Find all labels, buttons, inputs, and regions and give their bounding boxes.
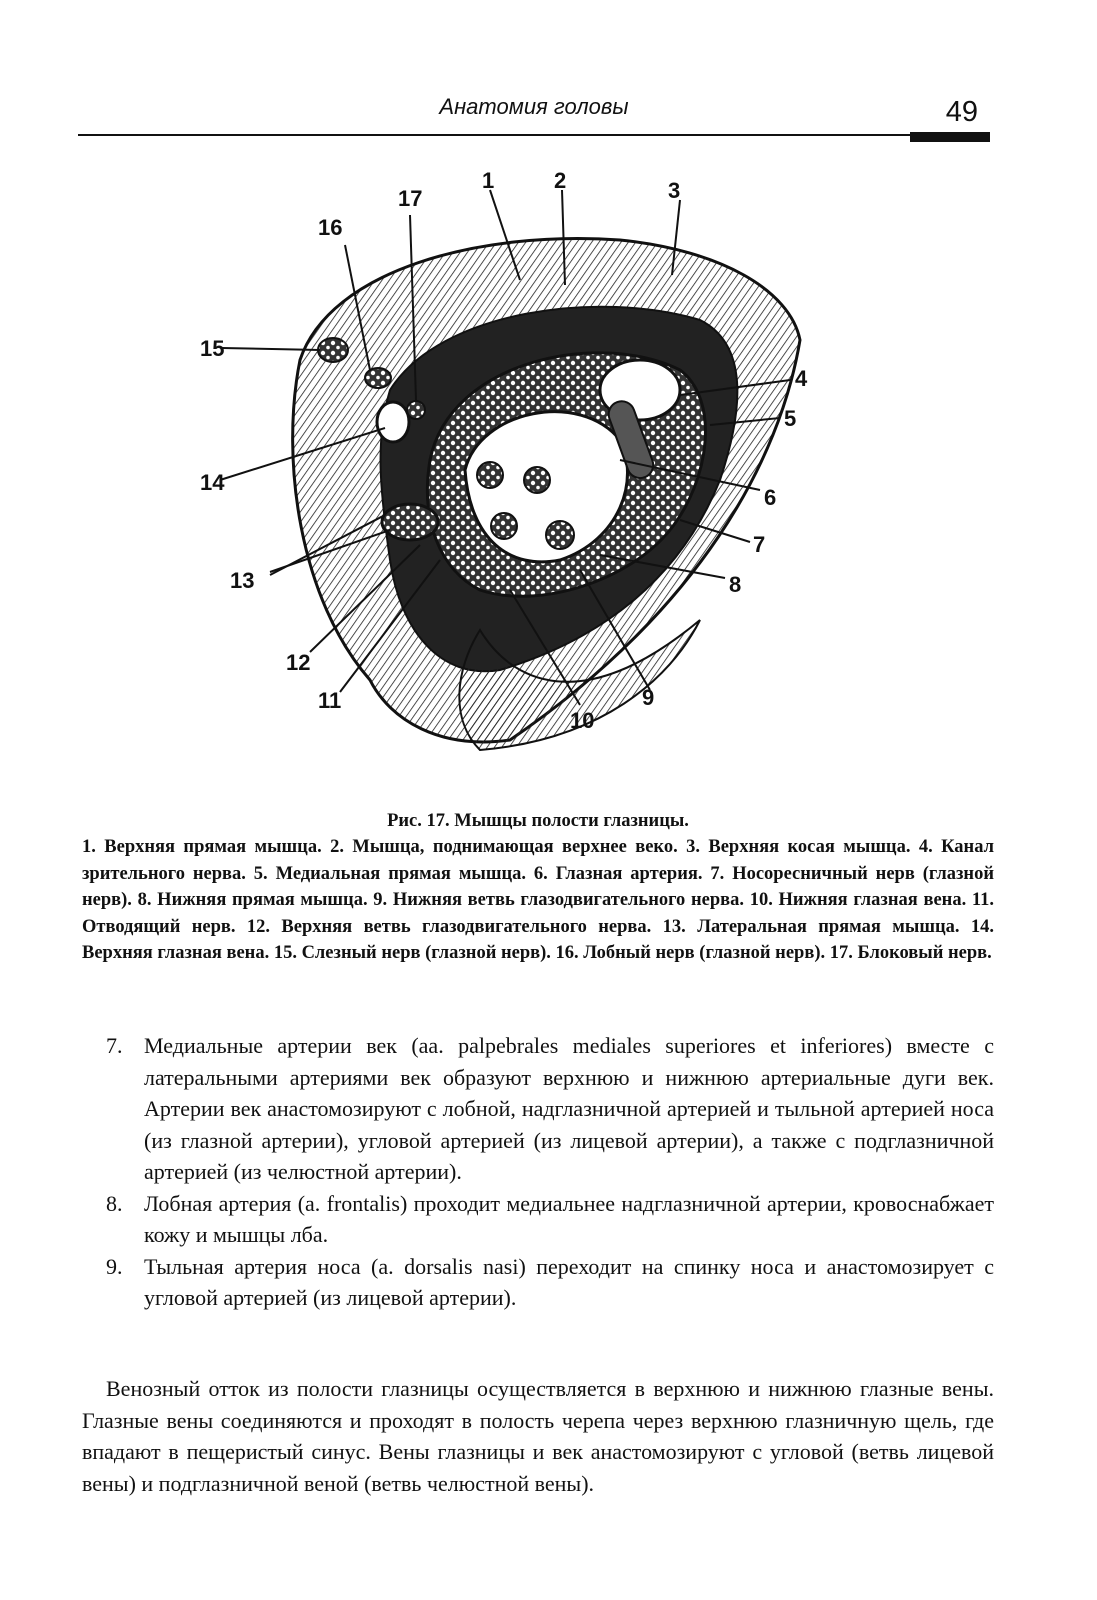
- list-item-text: Медиальные артерии век (aa. palpebrales mediales superiores et inferiores) вместе с латеральными артериями век образуют верхнюю и нижнюю артериальные дуги век. Артерии век анастомозируют с лобной, надглазничной артерией и тыльной артерией носа (из глазной артерии), угловой артерией (из лицевой артерии), а также с подглазничной артерией (из челюстной артерии).: [144, 1033, 994, 1184]
- list-item: [82, 1030, 994, 1188]
- label-1: 1: [482, 168, 495, 193]
- list-item: [82, 1188, 994, 1251]
- list-item-number: 9.: [106, 1253, 123, 1279]
- label-10: 10: [570, 708, 595, 733]
- label-7: 7: [753, 532, 766, 557]
- header-bar: [910, 132, 990, 142]
- label-16: 16: [318, 215, 343, 240]
- page-header: [78, 92, 990, 152]
- label-9: 9: [642, 685, 655, 710]
- nerve-section: [524, 467, 550, 493]
- label-12: 12: [286, 650, 311, 675]
- label-2: 2: [554, 168, 567, 193]
- trochlear-nerve: [407, 401, 425, 419]
- numbered-list: [82, 1030, 994, 1314]
- list-item-text: Лобная артерия (a. frontalis) проходит медиальнее надглазничной артерии, кровоснабжает кожу и мышцы лба.: [144, 1190, 994, 1247]
- label-15: 15: [200, 336, 225, 361]
- label-3: 3: [668, 178, 681, 203]
- label-8: 8: [729, 572, 742, 597]
- label-13: 13: [230, 568, 255, 593]
- list-item-text: Тыльная артерия носа (a. dorsalis nasi) переходит на спинку носа и анастомозирует с угловой артерией (из лицевой артерии).: [144, 1253, 994, 1310]
- body-paragraph: Венозный отток из полости глазницы осуществляется в верхнюю и нижнюю глазные вены. Глазные вены соединяются и проходят в полость черепа через верхнюю глазничную щель, где впадают в пещеристый синус. Вены глазницы и век анастомозируют с угловой (ветвь лицевой вены) и подглазничной веной (ветвь челюстной вены).: [82, 1376, 994, 1496]
- figure-caption: [82, 808, 994, 966]
- caption-text: 1. Верхняя прямая мышца. 2. Мышца, поднимающая верхнее веко. 3. Верхняя косая мышца. 4. Канал зрительного нерва. 5. Медиальная прямая мышца. 6. Глазная артерия. 7. Носоресничный нерв (глазной нерв). 8. Нижняя прямая мышца. 9. Нижняя ветвь глазодвигательного нерва. 10. Нижняя глазная вена. 11. Отводящий нерв. 12. Верхняя ветвь глазодвигательного нерва. 13. Латеральная прямая мышца. 14. Верхняя глазная вена. 15. Слезный нерв (глазной нерв). 16. Лобный нерв (глазной нерв). 17. Блоковый нерв.: [82, 837, 994, 964]
- nerve-section: [491, 513, 517, 539]
- superior-ophthalmic-vein: [377, 402, 409, 442]
- list-item: [82, 1251, 994, 1314]
- page-number: 49: [945, 96, 978, 128]
- orbit-muscles-figure: [180, 160, 900, 800]
- frontal-nerve: [365, 368, 391, 388]
- nerve-section: [546, 521, 574, 549]
- caption-title: Рис. 17. Мышцы полости глазницы.: [387, 811, 689, 831]
- list-item-number: 8.: [106, 1190, 123, 1216]
- lacrimal-nerve: [318, 338, 348, 362]
- nerve-section: [477, 462, 503, 488]
- header-rule: [78, 134, 990, 136]
- lateral-rectus: [382, 504, 438, 540]
- orbit-illustration: [180, 160, 900, 800]
- label-4: 4: [795, 366, 808, 391]
- label-11: 11: [318, 688, 342, 713]
- label-14: 14: [200, 470, 225, 495]
- list-item-number: 7.: [106, 1033, 123, 1058]
- label-6: 6: [764, 485, 777, 510]
- running-title: Анатомия головы: [439, 94, 629, 119]
- label-5: 5: [784, 406, 797, 431]
- label-17: 17: [398, 186, 423, 211]
